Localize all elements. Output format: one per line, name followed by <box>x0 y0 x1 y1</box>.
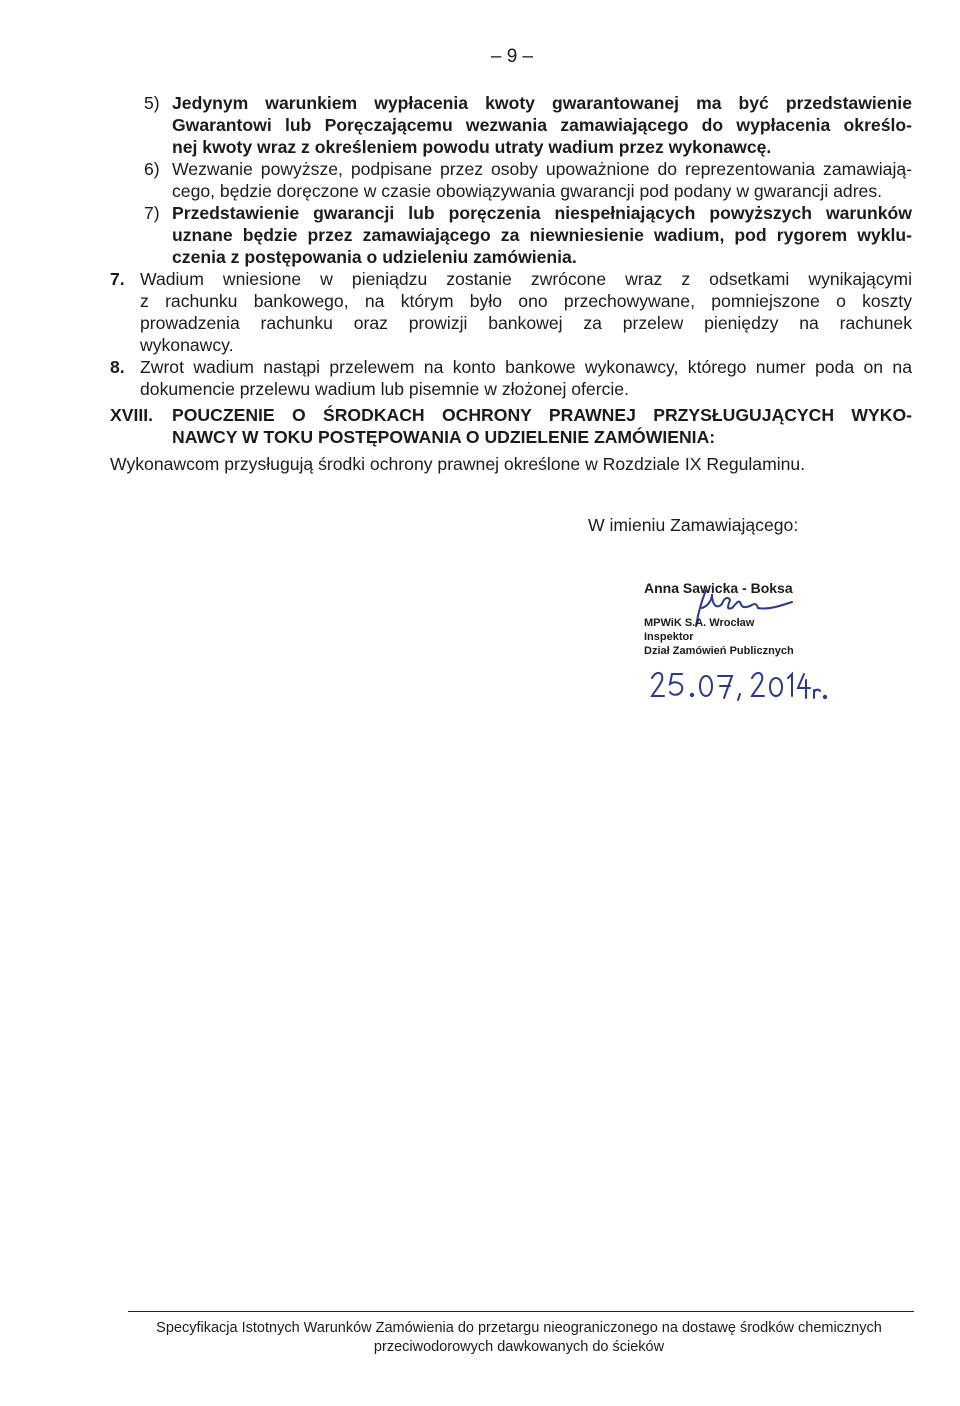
section-body: Wykonawcom przysługują środki ochrony prawnej określone w Rozdziale IX Regulaminu. <box>110 454 806 474</box>
section-heading-line-1: POUCZENIE O ŚRODKACH OCHRONY PRAWNEJ PRZYSŁUGUJĄCYCH WYKO- <box>172 405 912 425</box>
stamp-position: Inspektor <box>644 631 694 643</box>
on-behalf-label: W imieniu Zamawiającego: <box>588 515 799 535</box>
stamp-department: Dział Zamówień Publicznych <box>644 645 794 657</box>
section-heading-line-2: NAWCY W TOKU POSTĘPOWANIA O UDZIELENIE ZAMÓWIENIA: <box>172 427 716 447</box>
point-8-line-2: dokumencie przelewu wadium lub pisemnie w złożonej ofercie. <box>140 379 629 399</box>
item-7-line-1: Przedstawienie gwarancji lub poręczenia niespełniających powyższych warunków <box>172 203 912 223</box>
footer-divider <box>128 1311 914 1312</box>
footer-line-1: Specyfikacja Istotnych Warunków Zamówienia do przetargu nieograniczonego na dostawę środków chemicznych <box>156 1320 882 1336</box>
item-7-line-3: czenia z postępowania o udzieleniu zamówienia. <box>172 247 577 267</box>
item-5-line-2: Gwarantowi lub Poręczającemu wezwania zamawiającego do wypłacenia określo- <box>172 115 912 135</box>
item-5-line-3: nej kwoty wraz z określeniem powodu utraty wadium przez wykonawcę. <box>172 137 772 157</box>
item-6-line-1: Wezwanie powyższe, podpisane przez osoby upoważnione do reprezentowania zamawiają- <box>172 159 912 179</box>
item-marker: 7) <box>144 203 160 223</box>
item-5-line-1: Jedynym warunkiem wypłacenia kwoty gwarantowanej ma być przedstawienie <box>172 93 912 113</box>
page-number: – 9 – <box>490 46 534 67</box>
section-number: XVIII. <box>110 405 154 425</box>
point-marker: 8. <box>110 357 125 377</box>
point-7-line-2: z rachunku bankowego, na którym było ono przechowywane, pomniejszone o koszty <box>140 291 912 311</box>
stamp-name: Anna Sawicka - Boksa <box>644 580 793 596</box>
item-marker: 5) <box>144 93 160 113</box>
item-6-line-2: cego, będzie doręczone w czasie obowiązywania gwarancji pod podany w gwarancji adres. <box>172 181 883 201</box>
point-8-line-1: Zwrot wadium nastąpi przelewem na konto bankowe wykonawcy, którego numer poda on na <box>140 357 912 377</box>
point-7-line-1: Wadium wniesione w pieniądzu zostanie zwrócone wraz z odsetkami wynikającymi <box>140 269 912 289</box>
footer-line-2: przeciwodorowych dawkowanych do ścieków <box>373 1339 665 1355</box>
point-7-line-3: prowadzenia rachunku oraz prowizji bankowej za przelew pieniędzy na rachunek <box>140 313 912 333</box>
stamp-company: MPWiK S.A. Wrocław <box>644 617 755 629</box>
point-marker: 7. <box>110 269 125 289</box>
handwritten-date <box>648 664 828 704</box>
item-7-line-2: uznane będzie przez zamawiającego za niewniesienie wadium, pod rygorem wyklu- <box>172 225 912 245</box>
item-marker: 6) <box>144 159 160 179</box>
point-7-line-4: wykonawcy. <box>140 335 234 355</box>
